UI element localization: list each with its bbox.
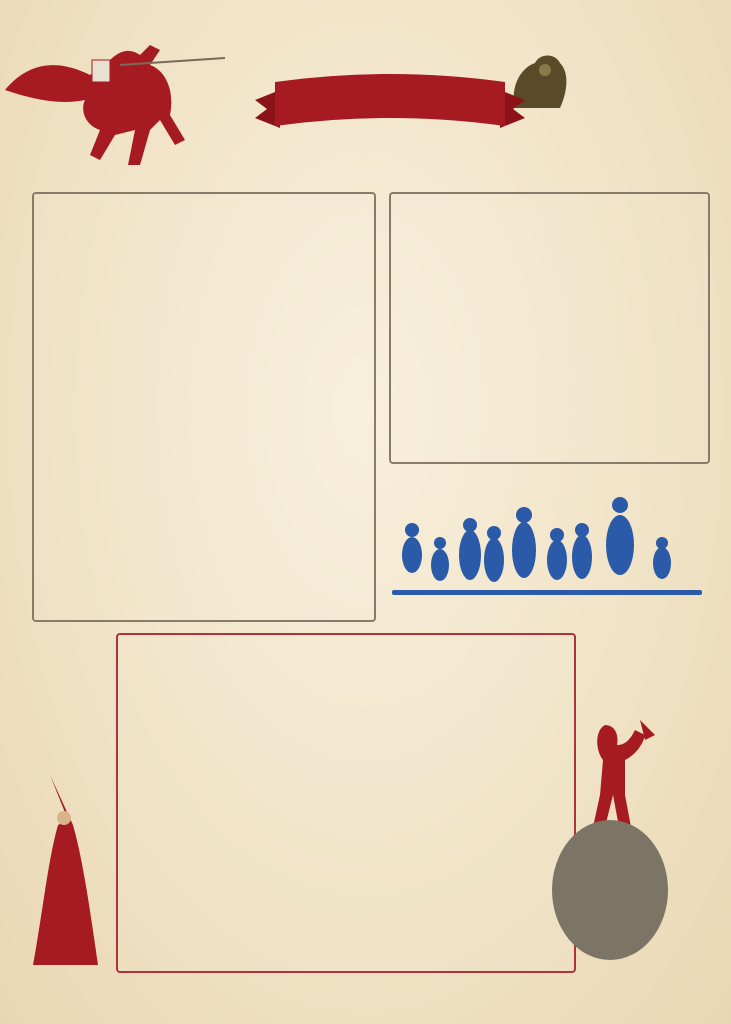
sunday-frame	[389, 192, 710, 464]
weather-note	[552, 820, 668, 960]
weekend-frame	[116, 633, 576, 973]
knight-on-horse-illustration	[0, 20, 230, 170]
dancers-illustration	[392, 485, 702, 610]
lady-illustration	[28, 770, 103, 970]
falconer-illustration	[585, 715, 665, 830]
saturday-frame	[32, 192, 376, 622]
title-ribbon	[255, 70, 525, 136]
